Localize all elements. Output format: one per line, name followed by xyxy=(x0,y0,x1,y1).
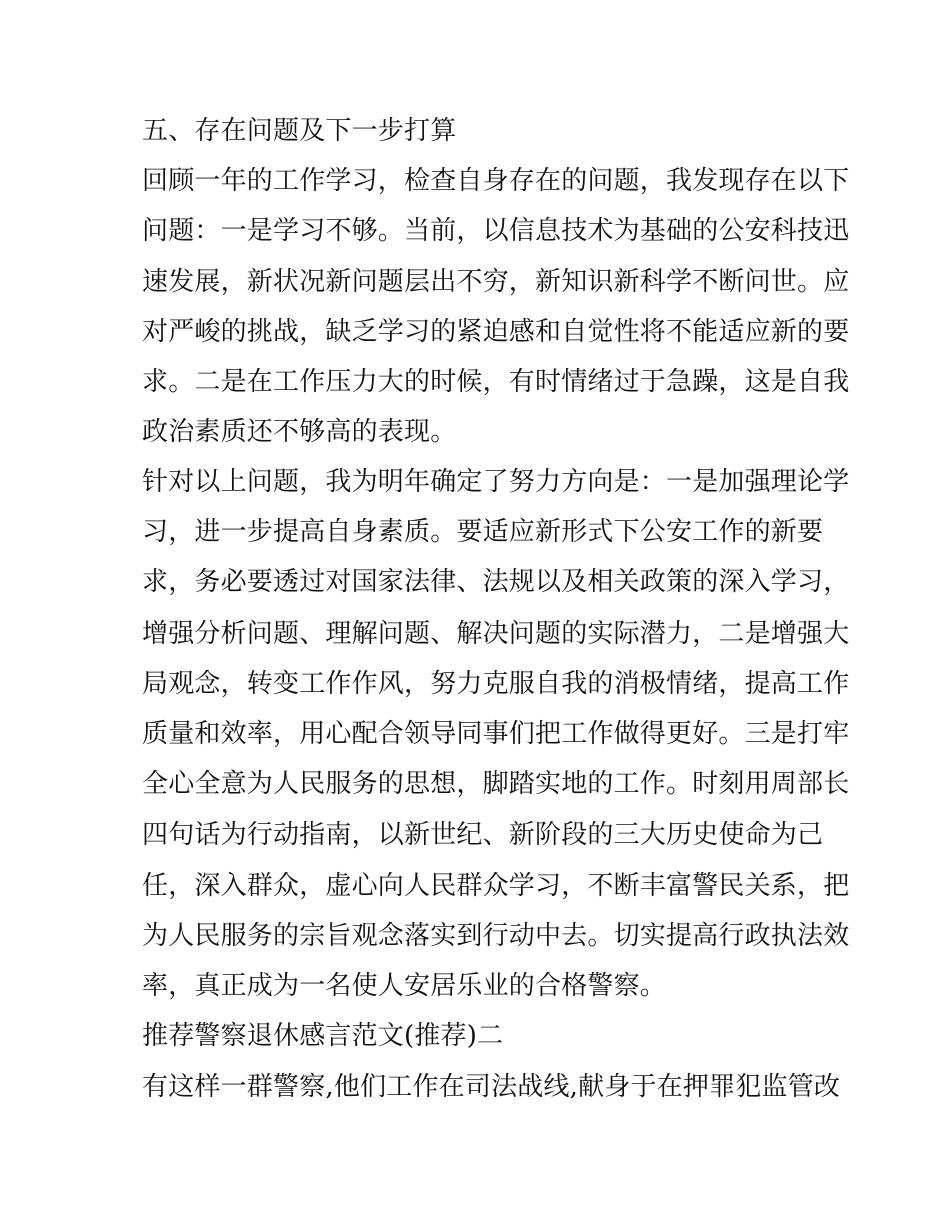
paragraph-line: 为人民服务的宗旨观念落实到行动中去。切实提高行政执法效 xyxy=(142,921,850,951)
section-heading: 推荐警察退休感言范文(推荐)二 xyxy=(142,1021,504,1051)
paragraph-line: 针对以上问题，我为明年确定了努力方向是：一是加强理论学 xyxy=(142,467,850,497)
paragraph-line: 习，进一步提高自身素质。要适应新形式下公安工作的新要 xyxy=(142,517,824,547)
section-heading: 五、存在问题及下一步打算 xyxy=(142,116,457,146)
paragraph-line: 质量和效率，用心配合领导同事们把工作做得更好。三是打牢 xyxy=(142,719,850,749)
paragraph-line: 率，真正成为一名使人安居乐业的合格警察。 xyxy=(142,971,667,1001)
paragraph-line: 求。二是在工作压力大的时候，有时情绪过于急躁，这是自我 xyxy=(142,367,850,397)
paragraph-line: 四句话为行动指南，以新世纪、新阶段的三大历史使命为己 xyxy=(142,820,824,850)
paragraph-line: 有这样一群警察,他们工作在司法战线,献身于在押罪犯监管改 xyxy=(142,1072,841,1102)
paragraph-line: 增强分析问题、理解问题、解决问题的实际潜力，二是增强大 xyxy=(142,619,850,649)
paragraph-line: 政治素质还不够高的表现。 xyxy=(142,417,457,447)
paragraph-line: 全心全意为人民服务的思想，脚踏实地的工作。时刻用周部长 xyxy=(142,769,850,799)
paragraph-line: 对严峻的挑战，缺乏学习的紧迫感和自觉性将不能适应新的要 xyxy=(142,317,850,347)
paragraph-line: 求，务必要透过对国家法律、法规以及相关政策的深入学习， xyxy=(142,567,850,597)
paragraph-line: 回顾一年的工作学习，检查自身存在的问题，我发现存在以下 xyxy=(142,166,850,196)
paragraph-line: 问题：一是学习不够。当前，以信息技术为基础的公安科技迅 xyxy=(142,216,850,246)
paragraph-line: 任，深入群众，虚心向人民群众学习，不断丰富警民关系，把 xyxy=(142,871,850,901)
paragraph-line: 速发展，新状况新问题层出不穷，新知识新科学不断问世。应 xyxy=(142,267,850,297)
paragraph-line: 局观念，转变工作作风，努力克服自我的消极情绪，提高工作 xyxy=(142,669,850,699)
